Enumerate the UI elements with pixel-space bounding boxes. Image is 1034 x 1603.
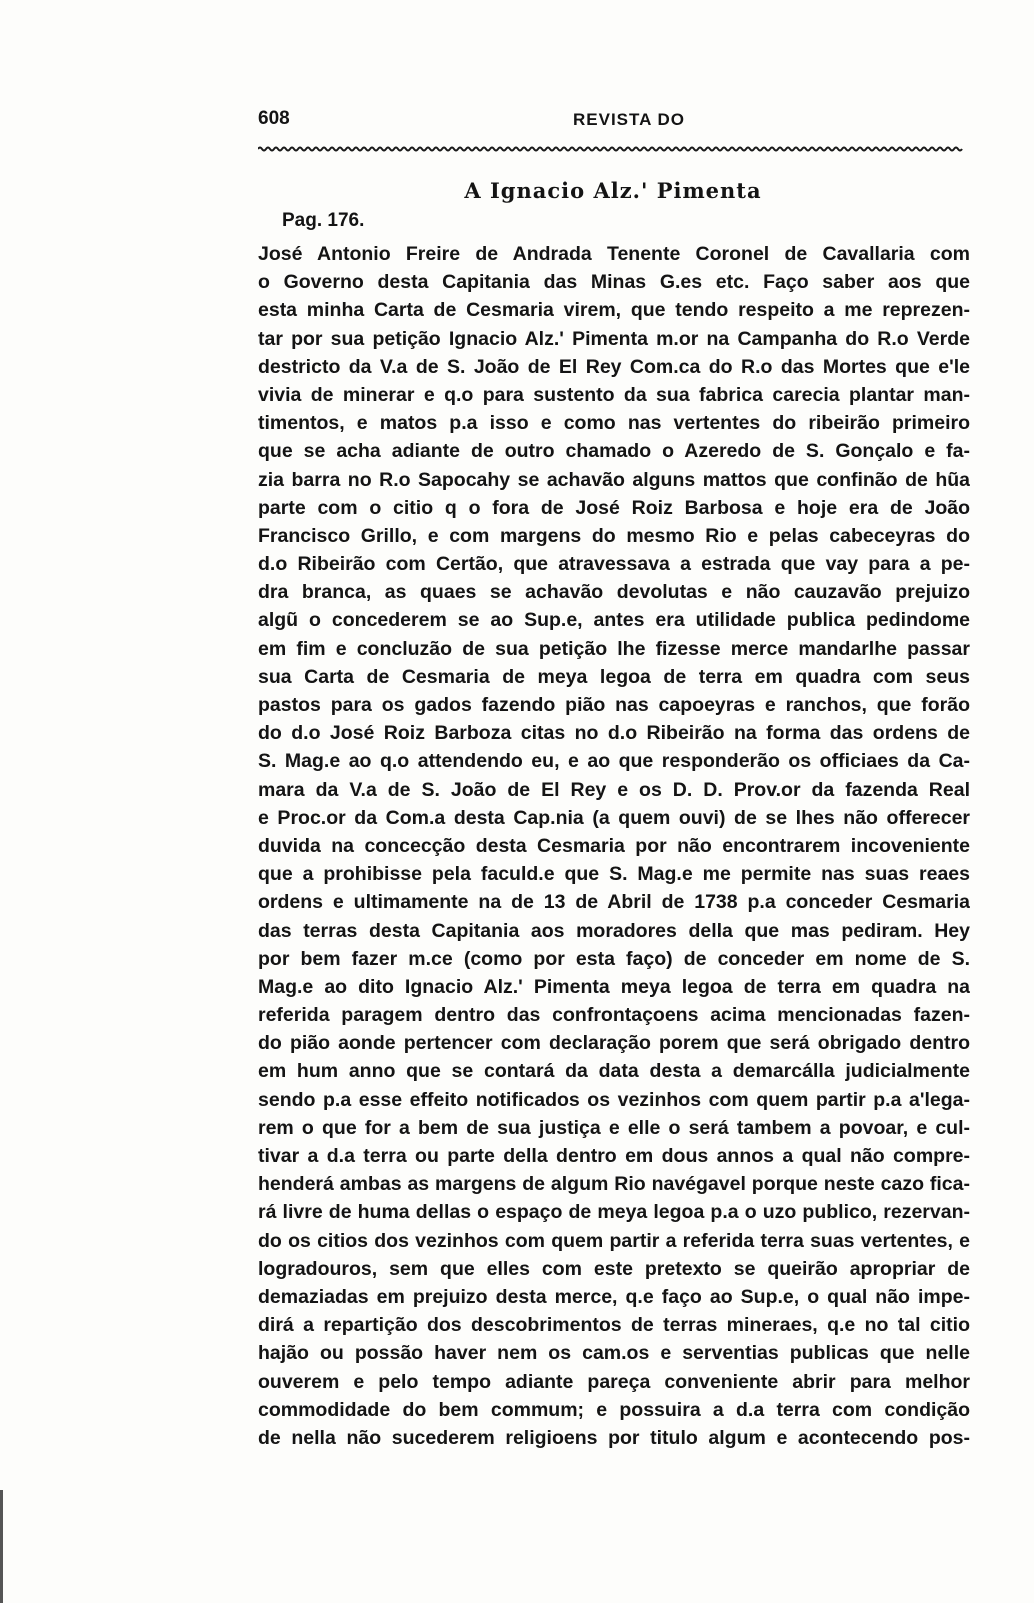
text-line: rem o que for a bem de sua justiça e elle o será tambem a povoar, e cul- [258, 1116, 970, 1139]
text-line: por bem fazer m.ce (como por esta faço) de conceder em nome de S. [258, 947, 970, 970]
text-line: que a prohibisse pela faculd.e que S. Mag.e me permite nas suas reaes [258, 863, 970, 886]
running-head: REVISTA DO [573, 110, 686, 129]
text-line: referida paragem dentro das confrontaçoens acima mencionadas fazen- [258, 1004, 970, 1027]
body-text [258, 240, 970, 1452]
text-line: henderá ambas as margens de algum Rio navégavel porque neste cazo fica- [258, 1173, 970, 1196]
page-header [258, 108, 963, 142]
page-reference: Pag. 176. [282, 210, 365, 231]
text-line: tivar a d.a terra ou parte della dentro em dous annos a qual não compre- [258, 1145, 970, 1167]
text-line: do pião aonde pertencer com declaração porem que será obrigado dentro [258, 1032, 970, 1055]
text-line: ordens e ultimamente na de 13 de Abril de 1738 p.a conceder Cesmaria [258, 891, 970, 914]
text-line: sua Carta de Cesmaria de meya legoa de terra em quadra com seus [258, 665, 970, 688]
text-line: ouverem e pelo tempo adiante pareça conveniente abrir para melhor [258, 1370, 970, 1393]
text-line: pastos para os gados fazendo pião nas capoeyras e ranchos, que forão [258, 694, 970, 716]
text-line: o Governo desta Capitania das Minas G.es etc. Faço saber aos que [258, 271, 970, 294]
text-line: demaziadas em prejuizo desta merce, q.e faço ao Sup.e, o qual não impe- [258, 1285, 970, 1308]
text-line: Francisco Grillo, e com margens do mesmo Rio e pelas cabeceyras do [258, 524, 970, 547]
text-line: zia barra no R.o Sapocahy se achavão alguns mattos que confinão de hũa [258, 468, 970, 491]
text-line: tar por sua petição Ignacio Alz.' Pimenta m.or na Campanha do R.o Verde [258, 327, 970, 350]
text-line: hajão ou possão haver nem os cam.os e serventias publicas que nelle [258, 1342, 970, 1365]
scan-edge-mark [0, 1490, 3, 1603]
text-line: esta minha Carta de Cesmaria virem, que tendo respeito a me reprezen- [258, 299, 970, 322]
text-line: d.o Ribeirão com Certão, que atravessava a estrada que vay para a pe- [258, 553, 970, 576]
text-line: que se acha adiante de outro chamado o Azeredo de S. Gonçalo e fa- [258, 440, 970, 463]
text-line: timentos, e matos p.a isso e como nas vertentes do ribeirão primeiro [258, 412, 970, 435]
text-line: S. Mag.e ao q.o attendendo eu, e ao que responderão os officiaes da Ca- [258, 750, 970, 773]
text-line: duvida na concecção desta Cesmaria por não encontrarem incoveniente [258, 834, 970, 857]
text-line: dirá a repartição dos descobrimentos de terras mineraes, q.e no tal citio [258, 1314, 970, 1337]
text-line: José Antonio Freire de Andrada Tenente Coronel de Cavallaria com [258, 243, 970, 265]
header-rule [258, 146, 964, 152]
text-line: vivia de minerar e q.o para sustento da sua fabrica carecia plantar man- [258, 383, 970, 406]
text-line: Mag.e ao dito Ignacio Alz.' Pimenta meya legoa de terra em quadra na [258, 975, 970, 998]
text-line: commodidade do bem commum; e possuira a d.a terra com condição [258, 1398, 970, 1421]
section-title: A Ignacio Alz.' Pimenta [464, 178, 762, 203]
text-line: sendo p.a esse effeito notificados os vezinhos com quem partir p.a a'lega- [258, 1088, 970, 1111]
text-line: rá livre de huma dellas o espaço de meya legoa p.a o uzo publico, rezervan- [258, 1201, 970, 1224]
text-line: algũ o concederem se ao Sup.e, antes era utilidade publica pedindome [258, 609, 970, 632]
text-line: parte com o citio q o fora de José Roiz Barbosa e hoje era de João [258, 496, 970, 519]
text-line: de nella não sucederem religioens por titulo algum e acontecendo pos- [258, 1426, 970, 1449]
text-line: destricto da V.a de S. João de El Rey Com.ca do R.o das Mortes que e'le [258, 355, 970, 378]
text-line: do d.o José Roiz Barboza citas no d.o Ribeirão na forma das ordens de [258, 722, 970, 745]
text-line: dra branca, as quaes se achavão devolutas e não cauzavão prejuizo [258, 581, 970, 604]
text-line: das terras desta Capitania aos moradores della que mas pediram. Hey [258, 919, 970, 942]
text-line: logradouros, sem que elles com este pretexto se queirão apropriar de [258, 1257, 970, 1280]
text-line: em fim e concluzão de sua petição lhe fizesse merce mandarlhe passar [258, 637, 970, 660]
text-line: do os citios dos vezinhos com quem partir a referida terra suas vertentes, e [258, 1229, 970, 1252]
page-number: 608 [258, 108, 290, 129]
text-line: mara da V.a de S. João de El Rey e os D. D. Prov.or da fazenda Real [258, 778, 970, 801]
text-line: e Proc.or da Com.a desta Cap.nia (a quem ouvi) de se lhes não offerecer [258, 806, 970, 829]
text-line: em hum anno que se contará da data desta a demarcálla judicialmente [258, 1060, 970, 1083]
